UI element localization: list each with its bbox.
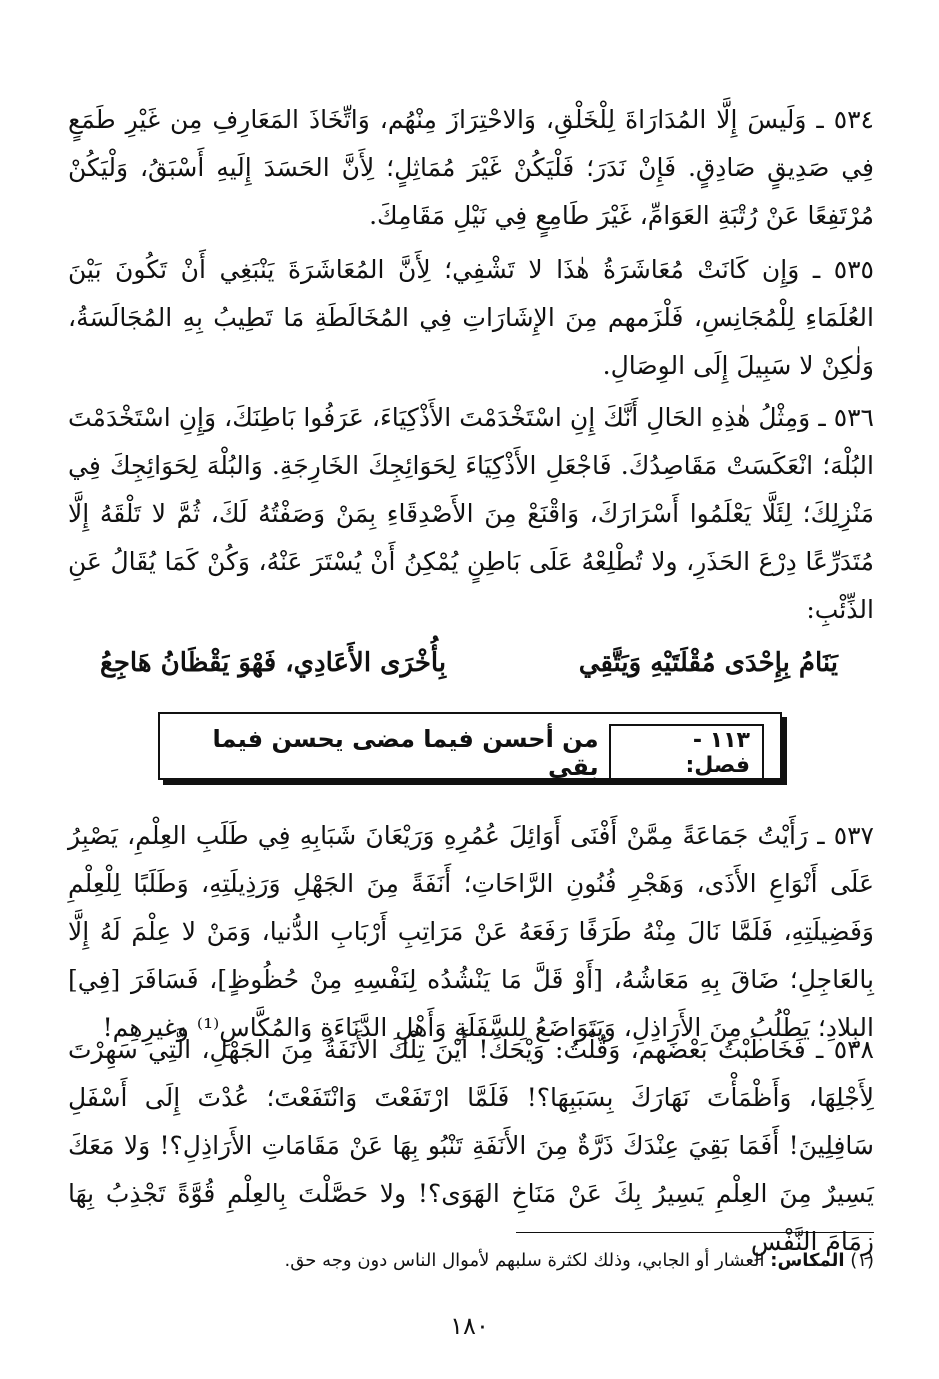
footnote-text: العشار أو الجابي، وذلك لكثرة سلبهم لأموال الناس دون وجه حق. [284,1250,765,1271]
verse-second-hemistich: بِأُخْرَى الأَعَادِي، فَهْوَ يَقْظَانُ هَاجِعُ [100,648,447,678]
paragraph-537: ٥٣٧ ـ رَأَيْتُ جَمَاعَةً مِمَّنْ أَفْنَى أَوَائِلَ عُمُرِهِ وَرَيْعَانَ شَبَابِهِ فِي طَلَبِ العِلْمِ، يَصْبِرُ عَلَى أَنْوَاعِ الأَذَى، وَهَجْرِ فُنُونِ الرَّاحَاتِ؛ أَنَفَةً مِنَ الجَهْلِ وَرَذِيلَتِهِ، وَطَلَبًا لِلْعِلْمِ وَفَضِيلَتِهِ، فَلَمَّا نَالَ مِنْهُ طَرَفًا رَفَعَهُ عَنْ مَرَاتِبِ أَرْبَابِ الدُّنيا، وَمَنْ لا عِلْمَ لَهُ إِلَّا بِالعَاجِلِ؛ ضَاقَ بِهِ مَعَاشُهُ، [أَوْ قَلَّ مَا يَنْشُدُه لِنَفْسِهِ مِنْ حُظُوظٍ]، فَسَافَرَ [فِي] البِلادِ؛ يَطْلُبُ مِنَ الأَرَاذِلِ، وَيَتَوَاضَعُ لِلسَّفَلَةِ وَأَهْلِ الدَّنَاءَةِ وَالمُكَّاسِ⁽¹⁾ وغيرِهِم! [68,821,874,1042]
verse-first-hemistich: يَنَامُ بِإِحْدَى مُقْلَتَيْهِ وَيَتَّقِي [578,648,838,678]
footnote-marker: (١) [850,1250,874,1271]
paragraph-535: ٥٣٥ ـ وَإِن كَانَتْ مُعَاشَرَةُ هٰذَا لا تَشْفِي؛ لِأَنَّ المُعَاشَرَةَ يَنْبَغِي أَنْ تَكُونَ بَيْنَ العُلَمَاءِ لِلْمُجَانِسِ، فَلْزَمهم مِنَ الإِشَارَاتِ فِي المُخَالَطَةِ مَا تَطِيبُ بِهِ المُجَالَسَةُ، وَلٰكِنْ لا سَبِيلَ إِلَى الوِصَالِ. [68,255,874,380]
chapter-label: ١١٣ - فصل: [609,724,764,782]
chapter-title: من أحسن فيما مضى يحسن فيما بقي [212,725,599,781]
paragraph-538: ٥٣٨ ـ فَخَاطَبْتُ بَعْضَهم، وَقُلْتُ: وَيْحَكَ! أَيْنَ تِلْكَ الأَنَفَةُ مِنَ الجَهْلِ، الَّتِي سَهِرْتَ لِأَجْلِهَا، وَأَظْمَأْتَ نَهَارَكَ بِسَبَبِهَا؟! فَلَمَّا ارْتَفَعْتَ وَانْتَفَعْتَ؛ عُدْتَ إِلَى أَسْفَلِ سَافِلِينَ! أَفَمَا بَقِيَ عِنْدَكَ ذَرَّةٌ مِنَ الأَنَفَةِ تَنْبُو بِهَا عَنْ مَقَامَاتِ الأَرَاذِلِ؟! وَلا مَعَكَ يَسِيرٌ مِنَ العِلْمِ يَسِيرُ بِكَ عَنْ مَنَاخِ الهَوَى؟! ولا حَصَّلْتَ بِالعِلْمِ قُوَّةً تَجْذِبُ بِهَا زِمَامَ النَّفْسِ [68,1035,874,1256]
footnote-separator [516,1232,874,1233]
paragraph-534: ٥٣٤ ـ وَلَيسَ إِلَّا المُدَارَاةَ لِلْخَلْقِ، وَالاحْتِرَازَ مِنْهُم، وَاتِّخَاذَ المَعَارِفِ مِن غَيْرِ طَمَعٍ فِي صَدِيقٍ صَادِقٍ. فَإِنْ نَدَرَ؛ فَلْيَكُنْ غَيْرَ مُمَاثِلٍ؛ لِأَنَّ الحَسَدَ إِلَيهِ أَسْبَقُ، وَلْيَكُنْ مُرْتَفِعًا عَنْ رُتْبَةِ العَوَامِّ، غَيْرَ طَامِعٍ فِي نَيْلِ مَقَامِكَ. [68,105,874,230]
footnote-term: المكاس: [770,1250,845,1271]
page-number: ١٨٠ [450,1312,489,1340]
chapter-heading-box [158,712,782,780]
poetry-verse [100,648,838,678]
footnote [68,1246,874,1276]
paragraph-536: ٥٣٦ ـ وَمِثْلُ هٰذِهِ الحَالِ أَنَّكَ إِنِ اسْتَخْدَمْتَ الأَذْكِيَاءَ، عَرَفُوا بَاطِنَكَ، وَإِنِ اسْتَخْدَمْتَ البُلْهَ؛ انْعَكَسَتْ مَقَاصِدُكَ. فَاجْعَلِ الأَذْكِيَاءَ لِحَوَائِجِكَ الخَارِجَةِ. وَالبُلْهَ لِحَوَائِجِكَ فِي مَنْزِلِكَ؛ لِئَلَّا يَعْلَمُوا أَسْرَارَكَ، وَاقْنَعْ مِنَ الأَصْدِقَاءِ بِمَنْ وَصَفْتُهُ لَكَ، ثُمَّ لا تَلْقَهُ إِلَّا مُتَدَرِّعًا دِرْعَ الحَذَرِ، ولا تُطْلِعْهُ عَلَى بَاطِنٍ يُمْكِنُ أَنْ يُسْتَرَ عَنْهُ، وَكُنْ كَمَا يُقَالُ عَنِ الذِّئْبِ: [68,403,874,624]
